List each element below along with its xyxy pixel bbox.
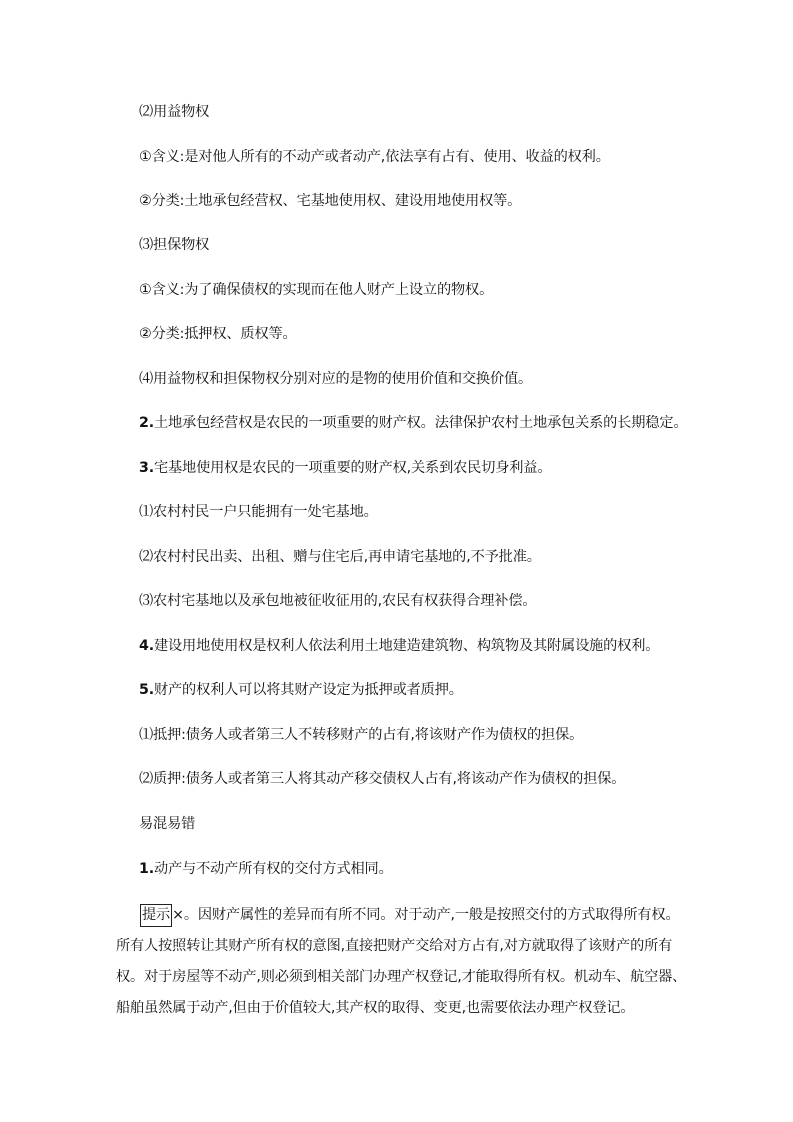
question-1-number: 1.: [139, 861, 154, 877]
question-1-text: 动产与不动产所有权的交付方式相同。: [153, 861, 393, 877]
point-2-number: 2.: [139, 415, 154, 431]
hint-line-1: [116, 900, 696, 931]
point-3-text: 宅基地使用权是农民的一项重要的财产权,关系到农民切身利益。: [153, 460, 552, 476]
point-3: [139, 456, 699, 480]
hint-line-3: 权。对于房屋等不动产,则必须到相关部门办理产权登记,才能取得所有权。机动车、航空器、: [116, 969, 687, 985]
point-2: [139, 411, 699, 435]
hint-label-box: 提示: [140, 904, 172, 927]
hint-line-4: 船舶虽然属于动产,但由于价值较大,其产权的取得、变更,也需要依法办理产权登记。: [116, 1000, 635, 1016]
paragraph-usufruct-meaning: ①含义:是对他人所有的不动产或者动产,依法享有占有、使用、收益的权利。: [139, 149, 610, 165]
paragraph-homestead-two: ⑵农村村民出卖、出租、赠与住宅后,再申请宅基地的,不予批准。: [139, 549, 541, 565]
paragraph-usufruct-classification: ②分类:土地承包经营权、宅基地使用权、建设用地使用权等。: [139, 193, 522, 209]
point-4-text: 建设用地使用权是权利人依法利用土地建造建筑物、构筑物及其附属设施的权利。: [153, 638, 660, 654]
point-5-number: 5.: [139, 682, 154, 698]
paragraph-security-classification: ②分类:抵押权、质权等。: [139, 326, 297, 342]
subheading-usufruct: ⑵用益物权: [139, 104, 210, 120]
paragraph-homestead-three: ⑶农村宅基地以及承包地被征收征用的,农民有权获得合理补偿。: [139, 593, 537, 609]
hint-block: [116, 900, 696, 1025]
point-2-text: 土地承包经营权是农民的一项重要的财产权。法律保护农村土地承包关系的长期稳定。: [153, 415, 688, 431]
paragraph-mortgage: ⑴抵押:债务人或者第三人不转移财产的占有,将该财产作为债权的担保。: [139, 727, 584, 743]
point-5: [139, 678, 699, 702]
point-3-number: 3.: [139, 460, 154, 476]
section-heading-confusing-points: 易混易错: [139, 816, 196, 832]
hint-line-2: 所有人按照转让其财产所有权的意图,直接把财产交给对方占有,对方就取得了该财产的所有: [116, 938, 673, 954]
point-5-text: 财产的权利人可以将其财产设定为抵押或者质押。: [153, 682, 463, 698]
question-1: [139, 857, 699, 881]
point-4: [139, 634, 699, 658]
hint-line-1-text: ×。因财产属性的差异而有所不同。对于动产,一般是按照交付的方式取得所有权。: [172, 907, 680, 923]
paragraph-pledge: ⑵质押:债务人或者第三人将其动产移交债权人占有,将该动产作为债权的担保。: [139, 771, 626, 787]
subheading-security-rights: ⑶担保物权: [139, 237, 210, 253]
paragraph-value-correspondence: ⑷用益物权和担保物权分别对应的是物的使用价值和交换价值。: [139, 371, 533, 387]
paragraph-security-meaning: ①含义:为了确保债权的实现而在他人财产上设立的物权。: [139, 282, 494, 298]
point-4-number: 4.: [139, 638, 154, 654]
paragraph-homestead-one: ⑴农村村民一户只能拥有一处宅基地。: [139, 504, 378, 520]
